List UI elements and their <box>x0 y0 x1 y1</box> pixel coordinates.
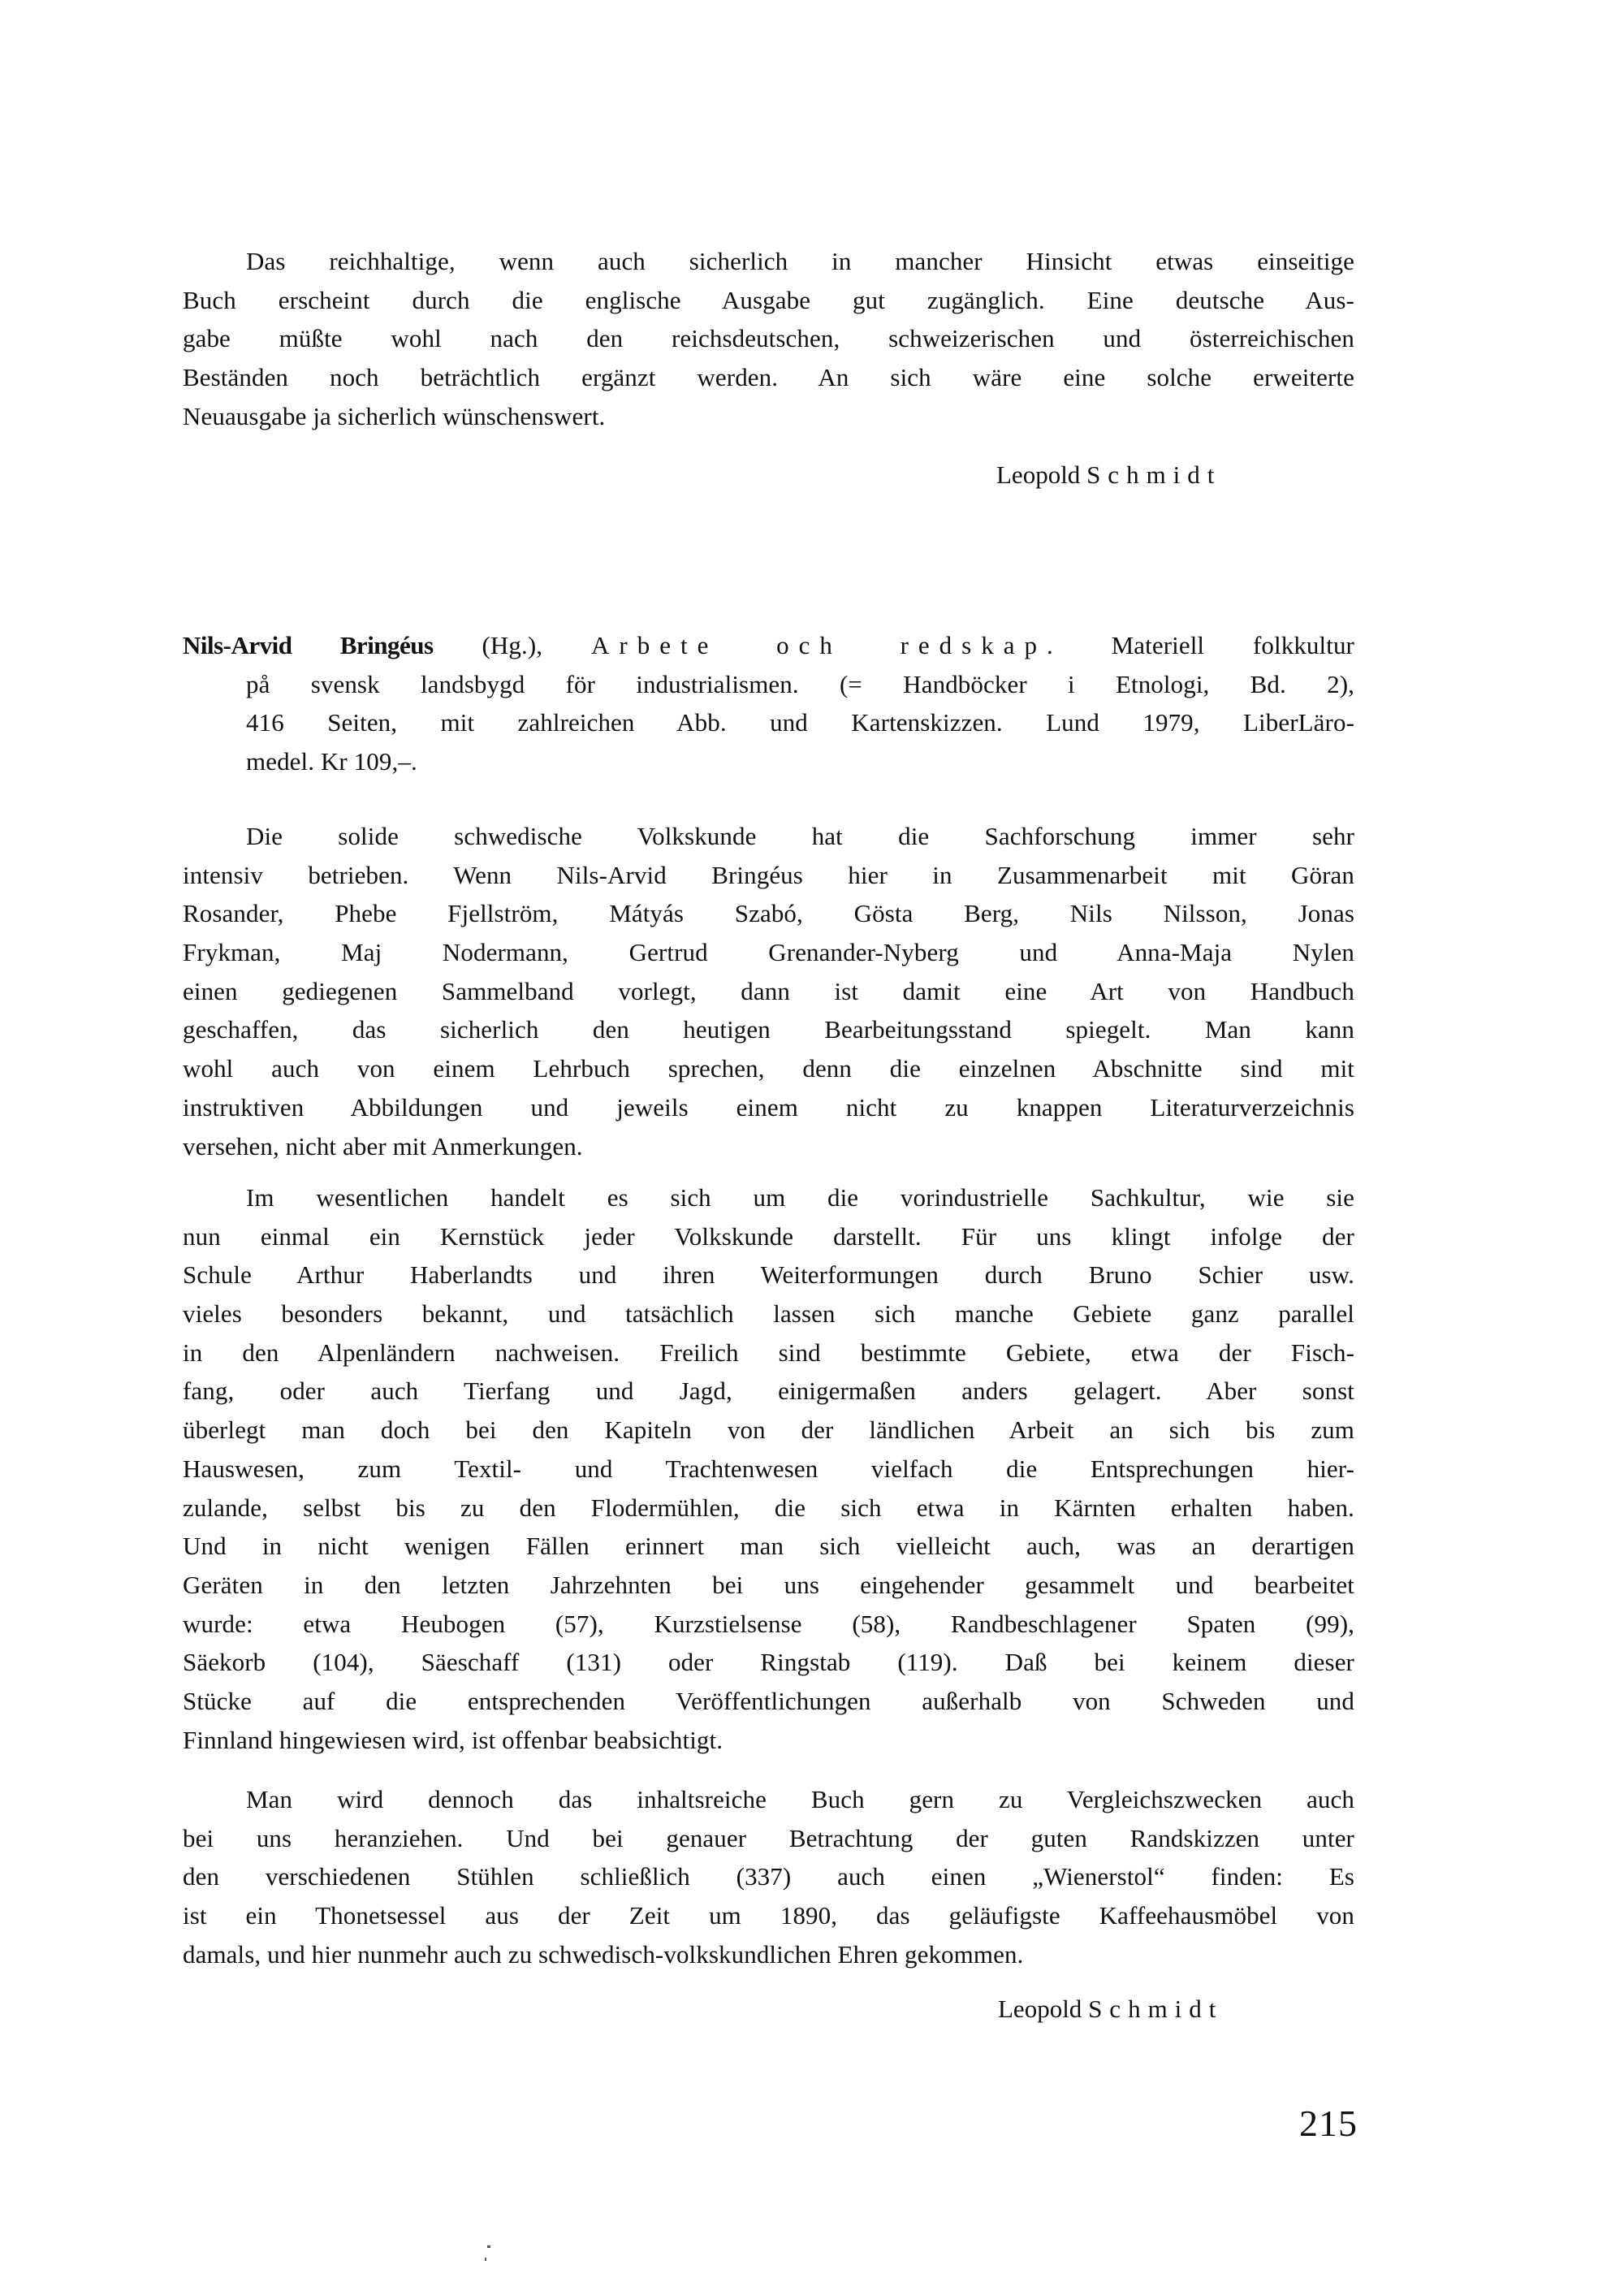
signature-surname: Schmidt <box>1088 1995 1224 2023</box>
text-line: überlegt man doch bei den Kapiteln von der ländlichen Arbeit an sich bis zum <box>183 1415 1354 1445</box>
text-line: vieles besonders bekannt, und tatsächlich lassen sich manche Gebiete ganz parallel <box>183 1299 1354 1329</box>
text-line: Beständen noch beträchtlich ergänzt werden. An sich wäre eine solche erweiterte <box>183 363 1354 392</box>
text-line: Hauswesen, zum Textil- und Trachtenwesen vielfach die Entsprechungen hier- <box>183 1454 1354 1483</box>
text-line: instruktiven Abbildungen und jeweils einem nicht zu knappen Literaturverzeichnis <box>183 1092 1354 1122</box>
text-line: ist ein Thonetsessel aus der Zeit um 1890, das geläufigste Kaffeehausmöbel von <box>183 1901 1354 1930</box>
review1-signature <box>996 459 1221 491</box>
text-line: bei uns heranziehen. Und bei genauer Betrachtung der guten Randskizzen unter <box>183 1823 1354 1852</box>
text-line: wurde: etwa Heubogen (57), Kurzstielsense (58), Randbeschlagener Spaten (99), <box>183 1609 1354 1638</box>
text-line: damals, und hier nunmehr auch zu schwedisch-volkskundlichen Ehren gekommen. <box>183 1939 1024 1969</box>
text-line: Säekorb (104), Säeschaff (131) oder Ringstab (119). Daß bei keinem dieser <box>183 1648 1354 1677</box>
scan-speck <box>487 2245 490 2248</box>
text-line: Schule Arthur Haberlandts und ihren Weiterformungen durch Bruno Schier usw. <box>183 1260 1354 1290</box>
citation-line: 416 Seiten, mit zahlreichen Abb. und Kartenskizzen. Lund 1979, LiberLäro- <box>246 708 1354 737</box>
text-line: einen gediegenen Sammelband vorlegt, dann ist damit eine Art von Handbuch <box>183 976 1354 1005</box>
text-line: fang, oder auch Tierfang und Jagd, einigermaßen anders gelagert. Aber sonst <box>183 1377 1354 1406</box>
review2-paragraph-1 <box>183 817 1354 1165</box>
text-line: nun einmal ein Kernstück jeder Volkskunde darstellt. Für uns klingt infolge der <box>183 1221 1354 1251</box>
signature-first-name: Leopold <box>998 1995 1082 2023</box>
signature-first-name: Leopold <box>996 460 1081 489</box>
text-line: Und in nicht wenigen Fällen erinnert man sich vielleicht auch, was an derartigen <box>183 1532 1354 1561</box>
text-line: wohl auch von einem Lehrbuch sprechen, denn die einzelnen Abschnitte sind mit <box>183 1054 1354 1083</box>
text-line: versehen, nicht aber mit Anmerkungen. <box>183 1131 583 1160</box>
text-line: gabe müßte wohl nach den reichsdeutschen, schweizerischen und österreichischen <box>183 324 1354 353</box>
review2-paragraph-2 <box>183 1178 1354 1759</box>
text-line: in den Alpenländern nachweisen. Freilich sind bestimmte Gebiete, etwa der Fisch- <box>183 1338 1354 1367</box>
review2-signature <box>998 1993 1223 2025</box>
text-line: Im wesentlichen handelt es sich um die vorindustrielle Sachkultur, wie sie <box>246 1183 1354 1212</box>
text-line: Buch erscheint durch die englische Ausgabe gut zugänglich. Eine deutsche Aus- <box>183 285 1354 314</box>
text-line: Die solide schwedische Volkskunde hat die Sachforschung immer sehr <box>246 822 1354 850</box>
text-line: zulande, selbst bis zu den Flodermühlen, die sich etwa in Kärnten erhalten haben. <box>183 1493 1354 1522</box>
text-line: Das reichhaltige, wenn auch sicherlich in mancher Hinsicht etwas einseitige <box>246 247 1354 275</box>
text-line: Frykman, Maj Nodermann, Gertrud Grenander-Nyberg und Anna-Maja Nylen <box>183 938 1354 967</box>
text-line: den verschiedenen Stühlen schließlich (337) auch einen „Wienerstol“ finden: Es <box>183 1862 1354 1891</box>
scan-speck <box>485 2258 486 2261</box>
text-line: Neuausgabe ja sicherlich wünschenswert. <box>183 401 606 430</box>
citation-line <box>183 626 1354 665</box>
citation-title: Arbete och redskap. <box>590 631 1063 659</box>
text-line: Finnland hingewiesen wird, ist offenbar beabsichtigt. <box>183 1725 723 1754</box>
review2-citation <box>183 626 1354 781</box>
text-line: intensiv betrieben. Wenn Nils-Arvid Bringéus hier in Zusammenarbeit mit Göran <box>183 860 1354 889</box>
citation-line: på svensk landsbygd för industrialismen. (= Handböcker i Etnologi, Bd. 2), <box>246 669 1354 698</box>
text-line: Geräten in den letzten Jahrzehnten bei uns eingehender gesammelt und bearbeitet <box>183 1570 1354 1599</box>
page-number: 215 <box>1299 2103 1358 2144</box>
text-line: Rosander, Phebe Fjellström, Mátyás Szabó, Gösta Berg, Nils Nilsson, Jonas <box>183 899 1354 928</box>
text-line: Man wird dennoch das inhaltsreiche Buch gern zu Vergleichszwecken auch <box>246 1785 1354 1813</box>
signature-surname: Schmidt <box>1086 460 1222 489</box>
text-line: geschaffen, das sicherlich den heutigen Bearbeitungsstand spiegelt. Man kann <box>183 1015 1354 1044</box>
citation-author: Nils-Arvid Bringéus <box>183 631 434 659</box>
citation-editor-mark: (Hg.), <box>482 631 543 659</box>
review1-paragraph <box>183 242 1354 435</box>
review2-paragraph-3 <box>183 1780 1354 1973</box>
citation-line: medel. Kr 109,–. <box>246 747 417 776</box>
citation-subtitle: Materiell folkkultur <box>1111 631 1354 659</box>
text-line: Stücke auf die entsprechenden Veröffentlichungen außerhalb von Schweden und <box>183 1686 1354 1715</box>
